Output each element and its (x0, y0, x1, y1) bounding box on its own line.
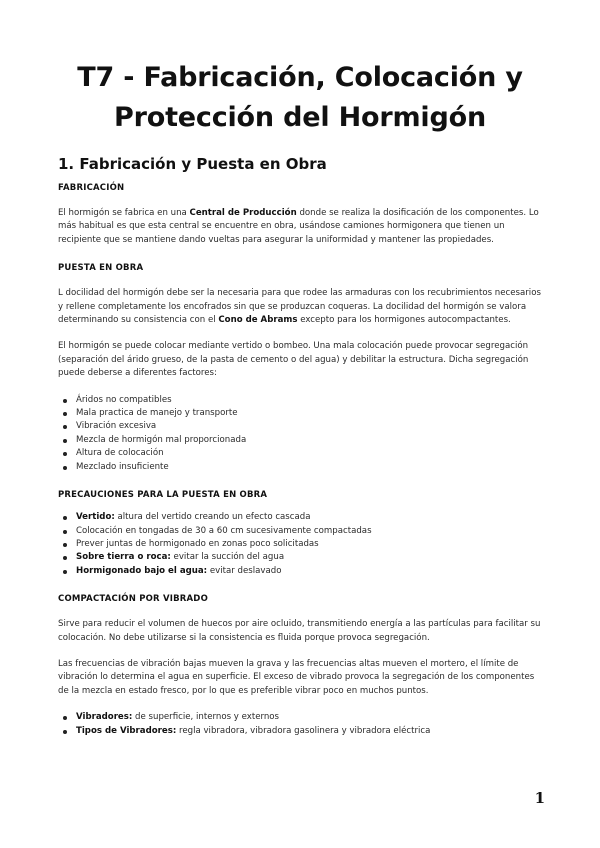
bullet-icon (63, 466, 67, 470)
list-item: Áridos no compatibles (76, 394, 542, 407)
list-item: Mezclado insuficiente (76, 461, 542, 474)
bullet-icon (63, 730, 67, 734)
list-segregation-factors (58, 394, 542, 474)
list-item: Sobre tierra o roca: evitar la succión del agua (76, 551, 542, 564)
list-item: Tipos de Vibradores: regla vibradora, vibradora gasolinera y vibradora eléctrica (76, 725, 542, 738)
bullet-icon (63, 556, 67, 560)
title-line-2: Protección del Hormigón (114, 102, 486, 133)
bullet-icon (63, 412, 67, 416)
bullet-icon (63, 399, 67, 403)
page-number: 1 (534, 789, 545, 807)
list-vibrators (58, 711, 542, 738)
subheading-fabricacion: FABRICACIÓN (58, 183, 125, 193)
list-item: Mezcla de hormigón mal proporcionada (76, 434, 542, 447)
bullet-icon (63, 543, 67, 547)
bullet-icon (63, 425, 67, 429)
term-cono-abrams: Cono de Abrams (218, 315, 298, 326)
term-central-produccion: Central de Producción (189, 208, 297, 218)
bullet-icon (63, 570, 67, 574)
list-item: Mala practica de manejo y transporte (76, 407, 542, 420)
list-item: Vertido: altura del vertido creando un efecto cascada (76, 511, 542, 524)
list-item: Prever juntas de hormigonado en zonas poco solicitadas (76, 538, 542, 551)
paragraph-compactacion-2: Las frecuencias de vibración bajas mueven la grava y las frecuencias altas mueven el mortero, el límite de vibración lo determina el agua en superficie. El exceso de vibrado provoca la segregación de los componentes de la mezcla en estado fresco, por lo que es preferible vibrar poco en muchos puntos. (58, 658, 535, 696)
bullet-icon (63, 716, 67, 720)
title-line-1: T7 - Fabricación, Colocación y (77, 62, 523, 93)
list-item: Vibración excesiva (76, 420, 542, 433)
paragraph-fabricacion: El hormigón se fabrica en una Central de Producción donde se realiza la dosificación de los componentes. Lo más habitual es que esta central se encuentre en obra, usándose camiones hormigonera que tienen un recipiente que se mantiene dando vueltas para asegurar la uniformidad y mantener las propiedades. (58, 208, 539, 245)
paragraph-compactacion-1: Sirve para reducir el volumen de huecos por aire ocluido, transmitiendo energía a las partículas para facilitar su colocación. No debe utilizarse si la consistencia es fluida porque provoca segregación. (58, 619, 541, 643)
paragraph-colocacion: El hormigón se puede colocar mediante vertido o bombeo. Una mala colocación puede provocar segregación (separación del árido grueso, de la pasta de cemento o del agua) y debilitar la estructura. Dicha segregación puede deberse a diferentes factores: (58, 341, 529, 379)
list-item: Vibradores: de superficie, internos y externos (76, 711, 542, 724)
subheading-compactacion: COMPACTACIÓN POR VIBRADO (58, 594, 208, 605)
list-item: Hormigonado bajo el agua: evitar deslavado (76, 565, 542, 578)
subheading-precauciones: PRECAUCIONES PARA LA PUESTA EN OBRA (58, 490, 268, 501)
subheading-puesta-en-obra: PUESTA EN OBRA (58, 263, 144, 274)
document-title (58, 58, 542, 138)
paragraph-docilidad: L docilidad del hormigón debe ser la necesaria para que rodee las armaduras con los recubrimientos necesarios y rellene completamente los encofrados sin que se produzcan coqueras. La docilidad del hormigón se valora determinando su consistencia con el Cono de Abrams excepto para los hormigones autocompactantes. (58, 288, 541, 326)
bullet-icon (63, 439, 67, 443)
section-heading-fabricacion-puesta: 1. Fabricación y Puesta en Obra (58, 155, 327, 173)
list-precautions (58, 511, 542, 578)
bullet-icon (63, 516, 67, 520)
bullet-icon (63, 452, 67, 456)
bullet-icon (63, 530, 67, 534)
list-item: Colocación en tongadas de 30 a 60 cm sucesivamente compactadas (76, 525, 542, 538)
list-item: Altura de colocación (76, 447, 542, 460)
